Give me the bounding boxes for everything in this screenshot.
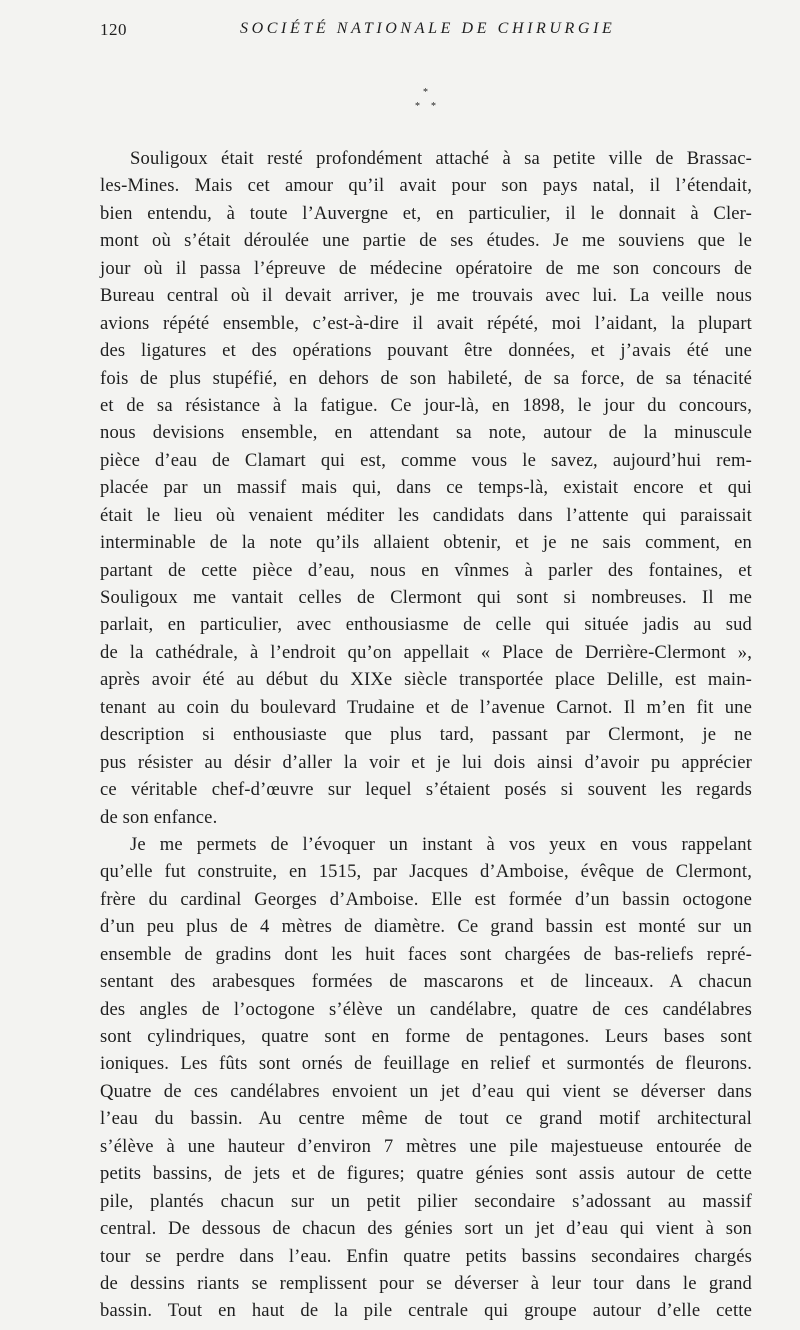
asterisk-glyph-right: * xyxy=(431,101,436,112)
text-line: des ligatures et des opérations pouvant être données, et j’avais été une xyxy=(100,340,752,362)
text-line: sont cylindriques, quatre sont en forme de pentagones. Leurs bases sont xyxy=(100,1026,752,1047)
text-line: l’eau du bassin. Au centre même de tout ce grand motif architectural xyxy=(100,1108,752,1130)
text-line: après avoir été au début du XIXe siècle transportée place Delille, est main- xyxy=(100,669,752,691)
text-line: frère du cardinal Georges d’Amboise. Elle est formée d’un bassin octogone xyxy=(100,888,752,910)
text-line: partant de cette pièce d’eau, nous en vînmes à parler des fontaines, et xyxy=(100,559,752,581)
text-line: Je me permets de l’évoquer un instant à vos yeux en vous rappelant xyxy=(130,833,752,855)
body-text xyxy=(100,145,752,1325)
text-line: placée par un massif mais qui, dans ce temps-là, existait encore et qui xyxy=(100,477,752,499)
text-line: jour où il passa l’épreuve de médecine opératoire de me son concours de xyxy=(100,257,752,279)
text-line: s’élève à une hauteur d’environ 7 mètres une pile majestueuse entourée de xyxy=(100,1135,752,1157)
paragraph-1 xyxy=(100,145,752,831)
text-line: de son enfance. xyxy=(100,806,218,828)
page-number: 120 xyxy=(100,20,127,39)
text-line: tour se perdre dans l’eau. Enfin quatre petits bassins secondaires chargés xyxy=(100,1245,752,1267)
text-line: parlait, en particulier, avec enthousiasme de celle qui située jadis au sud xyxy=(100,614,752,636)
text-line: sentant des arabesques formées de mascarons et de linceaux. A chacun xyxy=(100,971,752,993)
text-line: mont où s’était déroulée une partie de ses études. Je me souviens que le xyxy=(100,230,752,252)
text-line: des angles de l’octogone s’élève un candélabre, quatre de ces candélabres xyxy=(100,998,752,1020)
asterisk-glyph-top: * xyxy=(423,87,428,98)
text-line: pile, plantés chacun sur un petit pilier secondaire s’adossant au massif xyxy=(100,1190,752,1212)
text-line: ioniques. Les fûts sont ornés de feuillage en relief et surmontés de fleurons. xyxy=(100,1053,752,1075)
text-line: central. De dessous de chacun des génies sort un jet d’eau qui vient à son xyxy=(100,1218,752,1240)
asterism-ornament xyxy=(412,88,442,122)
text-line: de dessins riants se remplissent pour se déverser à leur tour dans le grand xyxy=(100,1272,752,1294)
text-line: Bureau central où il devait arriver, je me trouvais avec lui. La veille nous xyxy=(100,285,752,307)
text-line: bien entendu, à toute l’Auvergne et, en particulier, il le donnait à Cler- xyxy=(100,202,752,224)
text-line: qu’elle fut construite, en 1515, par Jacques d’Amboise, évêque de Clermont, xyxy=(100,861,752,883)
text-line: et de sa résistance à la fatigue. Ce jour-là, en 1898, le jour du concours, xyxy=(100,394,752,416)
text-line: nous devisions ensemble, en attendant sa note, autour de la minuscule xyxy=(100,422,752,444)
text-line: de la cathédrale, à l’endroit qu’on appellait « Place de Derrière-Clermont », xyxy=(100,641,752,663)
text-line: tenant au coin du boulevard Trudaine et de l’avenue Carnot. Il m’en fit une xyxy=(100,696,752,718)
text-line: pièce d’eau de Clamart qui est, comme vous le savez, aujourd’hui rem- xyxy=(100,449,752,471)
paragraph-2 xyxy=(100,831,752,1325)
text-line: Souligoux était resté profondément attaché à sa petite ville de Brassac- xyxy=(130,148,752,169)
text-line: ensemble de gradins dont les huit faces sont chargées de bas-reliefs repré- xyxy=(100,943,752,965)
text-line: d’un peu plus de 4 mètres de diamètre. Ce grand bassin est monté sur un xyxy=(100,916,752,938)
asterisk-glyph-left: * xyxy=(415,101,420,112)
text-line: Souligoux me vantait celles de Clermont qui sont si nombreuses. Il me xyxy=(100,587,752,608)
text-line: avions répété ensemble, c’est-à-dire il avait répété, moi l’aidant, la plupart xyxy=(100,312,752,334)
text-line: petits bassins, de jets et de figures; quatre génies sont assis autour de cette xyxy=(100,1163,752,1185)
text-line: bassin. Tout en haut de la pile centrale qui groupe autour d’elle cette xyxy=(100,1300,752,1322)
text-line: pus résister au désir d’aller la voir et je lui dois ainsi d’avoir pu apprécier xyxy=(100,751,752,773)
text-line: ce véritable chef-d’œuvre sur lequel s’étaient posés si souvent les regards xyxy=(100,779,752,801)
text-line: description si enthousiaste que plus tard, passant par Clermont, je ne xyxy=(100,724,752,746)
text-line: était le lieu où venaient méditer les candidats dans l’attente qui paraissait xyxy=(100,504,752,526)
text-line: les-Mines. Mais cet amour qu’il avait pour son pays natal, il l’étendait, xyxy=(100,175,752,197)
text-line: fois de plus stupéfié, en dehors de son habileté, de sa force, de sa ténacité xyxy=(100,367,752,389)
text-line: Quatre de ces candélabres envoient un jet d’eau qui vient se déverser dans xyxy=(100,1080,752,1102)
running-title: SOCIÉTÉ NATIONALE DE CHIRURGIE xyxy=(240,20,616,37)
text-line: interminable de la note qu’ils allaient obtenir, et je ne sais comment, en xyxy=(100,532,752,554)
